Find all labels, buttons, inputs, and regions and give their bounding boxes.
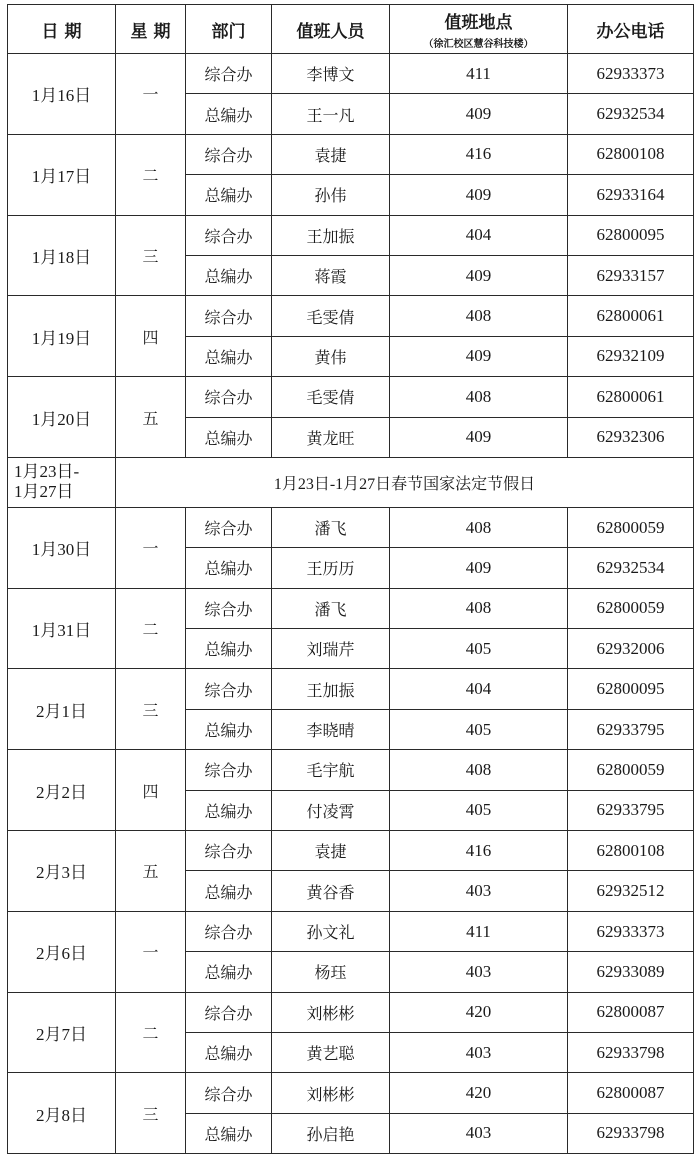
date-cell: 1月20日	[8, 377, 116, 458]
room-cell: 416	[390, 134, 568, 174]
staff-cell: 毛宇航	[272, 750, 390, 790]
weekday-cell: 一	[116, 54, 186, 135]
room-cell: 409	[390, 94, 568, 134]
holiday-date-start: 1月23日-	[14, 462, 80, 482]
weekday-cell: 一	[116, 507, 186, 588]
room-cell: 411	[390, 54, 568, 94]
room-cell: 409	[390, 255, 568, 295]
department-cell: 总编办	[186, 255, 272, 295]
phone-cell: 62800108	[568, 134, 694, 174]
staff-cell: 孙伟	[272, 175, 390, 215]
room-cell: 420	[390, 1073, 568, 1113]
room-cell: 404	[390, 215, 568, 255]
phone-cell: 62933373	[568, 911, 694, 951]
room-cell: 411	[390, 911, 568, 951]
department-cell: 综合办	[186, 750, 272, 790]
table-row	[8, 507, 694, 547]
phone-cell: 62800095	[568, 669, 694, 709]
date-cell: 1月31日	[8, 588, 116, 669]
staff-cell: 蒋霞	[272, 255, 390, 295]
staff-cell: 刘彬彬	[272, 992, 390, 1032]
room-cell: 403	[390, 871, 568, 911]
table-row	[8, 831, 694, 871]
staff-cell: 王加振	[272, 215, 390, 255]
department-cell: 总编办	[186, 790, 272, 830]
table-row	[8, 54, 694, 94]
phone-cell: 62800108	[568, 831, 694, 871]
table-row	[8, 296, 694, 336]
holiday-row	[8, 457, 694, 507]
room-cell: 404	[390, 669, 568, 709]
department-cell: 综合办	[186, 1073, 272, 1113]
department-cell: 总编办	[186, 952, 272, 992]
phone-cell: 62932306	[568, 417, 694, 457]
date-cell: 2月8日	[8, 1073, 116, 1154]
department-cell: 总编办	[186, 94, 272, 134]
department-cell: 总编办	[186, 548, 272, 588]
department-cell: 综合办	[186, 588, 272, 628]
staff-cell: 潘飞	[272, 507, 390, 547]
department-cell: 综合办	[186, 992, 272, 1032]
staff-cell: 黄谷香	[272, 871, 390, 911]
staff-cell: 王加振	[272, 669, 390, 709]
department-cell: 总编办	[186, 1032, 272, 1072]
phone-cell: 62800087	[568, 992, 694, 1032]
department-cell: 总编办	[186, 709, 272, 749]
date-cell: 2月1日	[8, 669, 116, 750]
weekday-cell: 二	[116, 588, 186, 669]
staff-cell: 袁捷	[272, 134, 390, 174]
staff-cell: 黄艺聪	[272, 1032, 390, 1072]
phone-cell: 62800061	[568, 296, 694, 336]
phone-cell: 62933157	[568, 255, 694, 295]
date-cell: 2月3日	[8, 831, 116, 912]
phone-cell: 62932534	[568, 94, 694, 134]
table-header	[8, 5, 694, 54]
date-cell: 1月18日	[8, 215, 116, 296]
staff-cell: 潘飞	[272, 588, 390, 628]
holiday-note: 1月23日-1月27日春节国家法定节假日	[116, 457, 694, 507]
department-cell: 综合办	[186, 377, 272, 417]
room-cell: 416	[390, 831, 568, 871]
staff-cell: 黄伟	[272, 336, 390, 376]
department-cell: 总编办	[186, 1113, 272, 1153]
staff-cell: 王一凡	[272, 94, 390, 134]
date-cell: 2月2日	[8, 750, 116, 831]
phone-cell: 62932534	[568, 548, 694, 588]
date-cell: 1月19日	[8, 296, 116, 377]
table-row	[8, 911, 694, 951]
room-cell: 409	[390, 175, 568, 215]
staff-cell: 孙启艳	[272, 1113, 390, 1153]
staff-cell: 王历历	[272, 548, 390, 588]
weekday-cell: 三	[116, 215, 186, 296]
phone-cell: 62932512	[568, 871, 694, 911]
room-cell: 403	[390, 1113, 568, 1153]
table-row	[8, 377, 694, 417]
weekday-cell: 二	[116, 992, 186, 1073]
room-cell: 420	[390, 992, 568, 1032]
room-cell: 408	[390, 588, 568, 628]
staff-cell: 黄龙旺	[272, 417, 390, 457]
department-cell: 总编办	[186, 175, 272, 215]
room-cell: 405	[390, 790, 568, 830]
table-row	[8, 669, 694, 709]
phone-cell: 62800059	[568, 750, 694, 790]
table-row	[8, 750, 694, 790]
department-cell: 综合办	[186, 215, 272, 255]
staff-cell: 杨珏	[272, 952, 390, 992]
room-cell: 408	[390, 507, 568, 547]
weekday-cell: 二	[116, 134, 186, 215]
department-cell: 总编办	[186, 871, 272, 911]
header-location-note: （徐汇校区慧谷科技楼）	[423, 39, 534, 50]
phone-cell: 62800059	[568, 588, 694, 628]
date-cell: 2月6日	[8, 911, 116, 992]
phone-cell: 62800087	[568, 1073, 694, 1113]
staff-cell: 李博文	[272, 54, 390, 94]
room-cell: 403	[390, 952, 568, 992]
phone-cell: 62933798	[568, 1032, 694, 1072]
header-phone: 办公电话	[568, 5, 694, 54]
phone-cell: 62932109	[568, 336, 694, 376]
department-cell: 总编办	[186, 336, 272, 376]
phone-cell: 62800059	[568, 507, 694, 547]
room-cell: 409	[390, 548, 568, 588]
date-cell: 1月30日	[8, 507, 116, 588]
header-location-title: 值班地点	[444, 13, 513, 33]
department-cell: 综合办	[186, 507, 272, 547]
phone-cell: 62933795	[568, 709, 694, 749]
table-row	[8, 1073, 694, 1113]
weekday-cell: 三	[116, 1073, 186, 1154]
table-row	[8, 992, 694, 1032]
staff-cell: 李晓晴	[272, 709, 390, 749]
phone-cell: 62800061	[568, 377, 694, 417]
table-row	[8, 588, 694, 628]
phone-cell: 62933373	[568, 54, 694, 94]
duty-roster-table	[7, 4, 694, 1154]
weekday-cell: 四	[116, 296, 186, 377]
header-location	[390, 5, 568, 54]
table-row	[8, 215, 694, 255]
department-cell: 综合办	[186, 54, 272, 94]
date-cell: 1月17日	[8, 134, 116, 215]
weekday-cell: 一	[116, 911, 186, 992]
staff-cell: 毛雯倩	[272, 377, 390, 417]
room-cell: 409	[390, 417, 568, 457]
room-cell: 408	[390, 750, 568, 790]
room-cell: 409	[390, 336, 568, 376]
phone-cell: 62933795	[568, 790, 694, 830]
department-cell: 综合办	[186, 831, 272, 871]
weekday-cell: 四	[116, 750, 186, 831]
room-cell: 405	[390, 629, 568, 669]
staff-cell: 刘瑞芹	[272, 629, 390, 669]
room-cell: 405	[390, 709, 568, 749]
department-cell: 综合办	[186, 134, 272, 174]
phone-cell: 62932006	[568, 629, 694, 669]
phone-cell: 62933164	[568, 175, 694, 215]
room-cell: 408	[390, 296, 568, 336]
department-cell: 综合办	[186, 296, 272, 336]
weekday-cell: 三	[116, 669, 186, 750]
phone-cell: 62933798	[568, 1113, 694, 1153]
room-cell: 403	[390, 1032, 568, 1072]
header-date: 日 期	[8, 5, 116, 54]
staff-cell: 袁捷	[272, 831, 390, 871]
header-row	[8, 5, 694, 54]
table-row	[8, 134, 694, 174]
department-cell: 综合办	[186, 669, 272, 709]
header-staff: 值班人员	[272, 5, 390, 54]
phone-cell: 62933089	[568, 952, 694, 992]
room-cell: 408	[390, 377, 568, 417]
staff-cell: 付凌霄	[272, 790, 390, 830]
header-department: 部门	[186, 5, 272, 54]
header-weekday: 星 期	[116, 5, 186, 54]
staff-cell: 孙文礼	[272, 911, 390, 951]
date-cell: 2月7日	[8, 992, 116, 1073]
department-cell: 总编办	[186, 629, 272, 669]
date-cell: 1月16日	[8, 54, 116, 135]
staff-cell: 刘彬彬	[272, 1073, 390, 1113]
staff-cell: 毛雯倩	[272, 296, 390, 336]
holiday-date-end: 1月27日	[14, 482, 74, 502]
phone-cell: 62800095	[568, 215, 694, 255]
department-cell: 综合办	[186, 911, 272, 951]
weekday-cell: 五	[116, 831, 186, 912]
holiday-date-cell	[8, 457, 116, 507]
weekday-cell: 五	[116, 377, 186, 458]
table-body	[8, 54, 694, 1154]
department-cell: 总编办	[186, 417, 272, 457]
